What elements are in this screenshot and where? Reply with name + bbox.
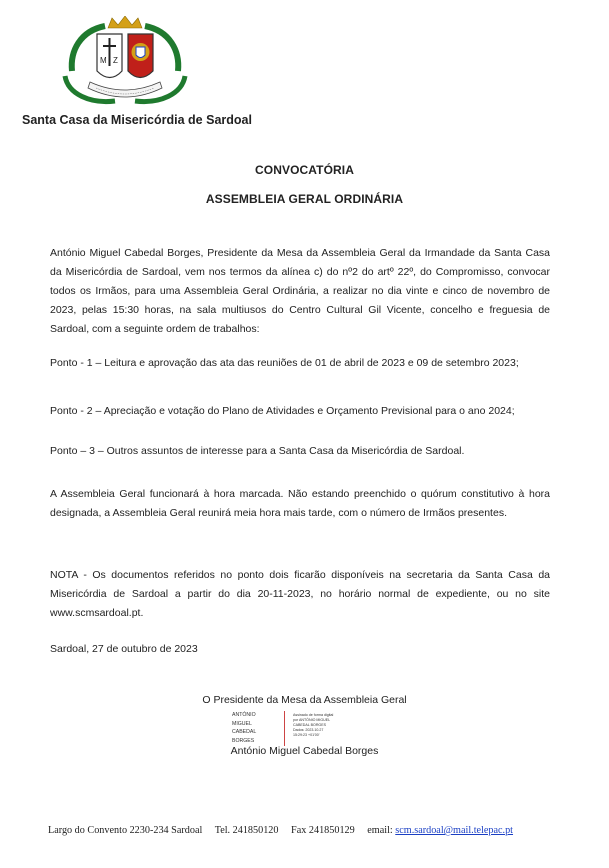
digital-signature-detail-line: Assinado de forma digital xyxy=(293,713,334,717)
quorum-paragraph: A Assembleia Geral funcionará à hora marcada. Não estando preenchido o quórum constitutivo à hora designada, a Assembleia Geral reunirá meia hora mais tarde, com o número de Irmãos presentes. xyxy=(50,488,550,519)
signatory-name: António Miguel Cabedal Borges xyxy=(230,745,379,757)
footer-fax: Fax 241850129 xyxy=(291,825,355,836)
digital-signature-detail-line: 15:29:23 +01'00' xyxy=(293,733,320,737)
digital-signature-name-line: MIGUEL xyxy=(232,720,252,727)
footer-contact xyxy=(48,825,513,836)
digital-signature-name-line: BORGES xyxy=(232,737,255,744)
digital-signature-details xyxy=(293,713,363,738)
agenda-item-3: Ponto – 3 – Outros assuntos de interesse para a Santa Casa da Misericórdia de Sardoal. xyxy=(50,445,465,457)
signatory-role: O Presidente da Mesa da Assembleia Geral xyxy=(202,694,407,706)
document-subtitle: ASSEMBLEIA GERAL ORDINÁRIA xyxy=(205,192,404,206)
organization-name: Santa Casa da Misericórdia de Sardoal xyxy=(22,113,252,127)
agenda-item-2: Ponto - 2 – Apreciação e votação do Plano de Atividades e Orçamento Previsional para o ano 2024; xyxy=(50,405,515,417)
footer-address: Largo do Convento 2230-234 Sardoal xyxy=(48,825,203,836)
footer-email-link[interactable]: scm.sardoal@mail.telepac.pt xyxy=(395,825,514,836)
digital-signature-name-line: CABEDAL xyxy=(232,729,257,736)
digital-signature-name-line: ANTÓNIO xyxy=(232,712,256,718)
digital-signature-detail-line: por ANTÓNIO MIGUEL xyxy=(293,718,331,722)
logo-letter-z: Z xyxy=(113,56,118,65)
digital-signature-detail-line: Dados: 2023.10.27 xyxy=(293,728,324,732)
note-paragraph: NOTA - Os documentos referidos no ponto dois ficarão disponíveis na secretaria da Santa Casa da Misericórdia de Sardoal a partir do dia 20-11-2023, no horário normal de expediente, ou no site www.scmsardoal.pt. xyxy=(50,569,550,619)
document-title: CONVOCATÓRIA xyxy=(255,163,354,177)
footer-email-label: email: xyxy=(367,825,393,836)
footer-phone: Tel. 241850120 xyxy=(214,825,279,836)
date-line: Sardoal, 27 de outubro de 2023 xyxy=(50,643,198,655)
intro-paragraph: António Miguel Cabedal Borges, Presidente da Mesa da Assembleia Geral da Irmandade da Santa Casa da Misericórdia de Sardoal, vem nos termos da alínea c) do nº2 do artº 22º, do Compromisso, convocar todos os Irmãos, para uma Assembleia Geral Ordinária, a realizar no dia vinte e cinco de novembro de 2023, pelas 15:30 horas, na sala multiusos do Centro Cultural Gil Vicente, concelho e freguesia de Sardoal, com a seguinte ordem de trabalhos: xyxy=(50,247,550,335)
heraldic-crest-icon xyxy=(60,16,190,108)
signature-divider xyxy=(284,711,285,746)
agenda-item-1: Ponto - 1 – Leitura e aprovação das ata das reuniões de 01 de abril de 2023 e 09 de setembro 2023; xyxy=(50,357,519,369)
digital-signature-detail-line: CABEDAL BORGES xyxy=(293,723,327,727)
digital-signature-name xyxy=(232,711,256,745)
logo-letter-m: M xyxy=(100,56,107,65)
